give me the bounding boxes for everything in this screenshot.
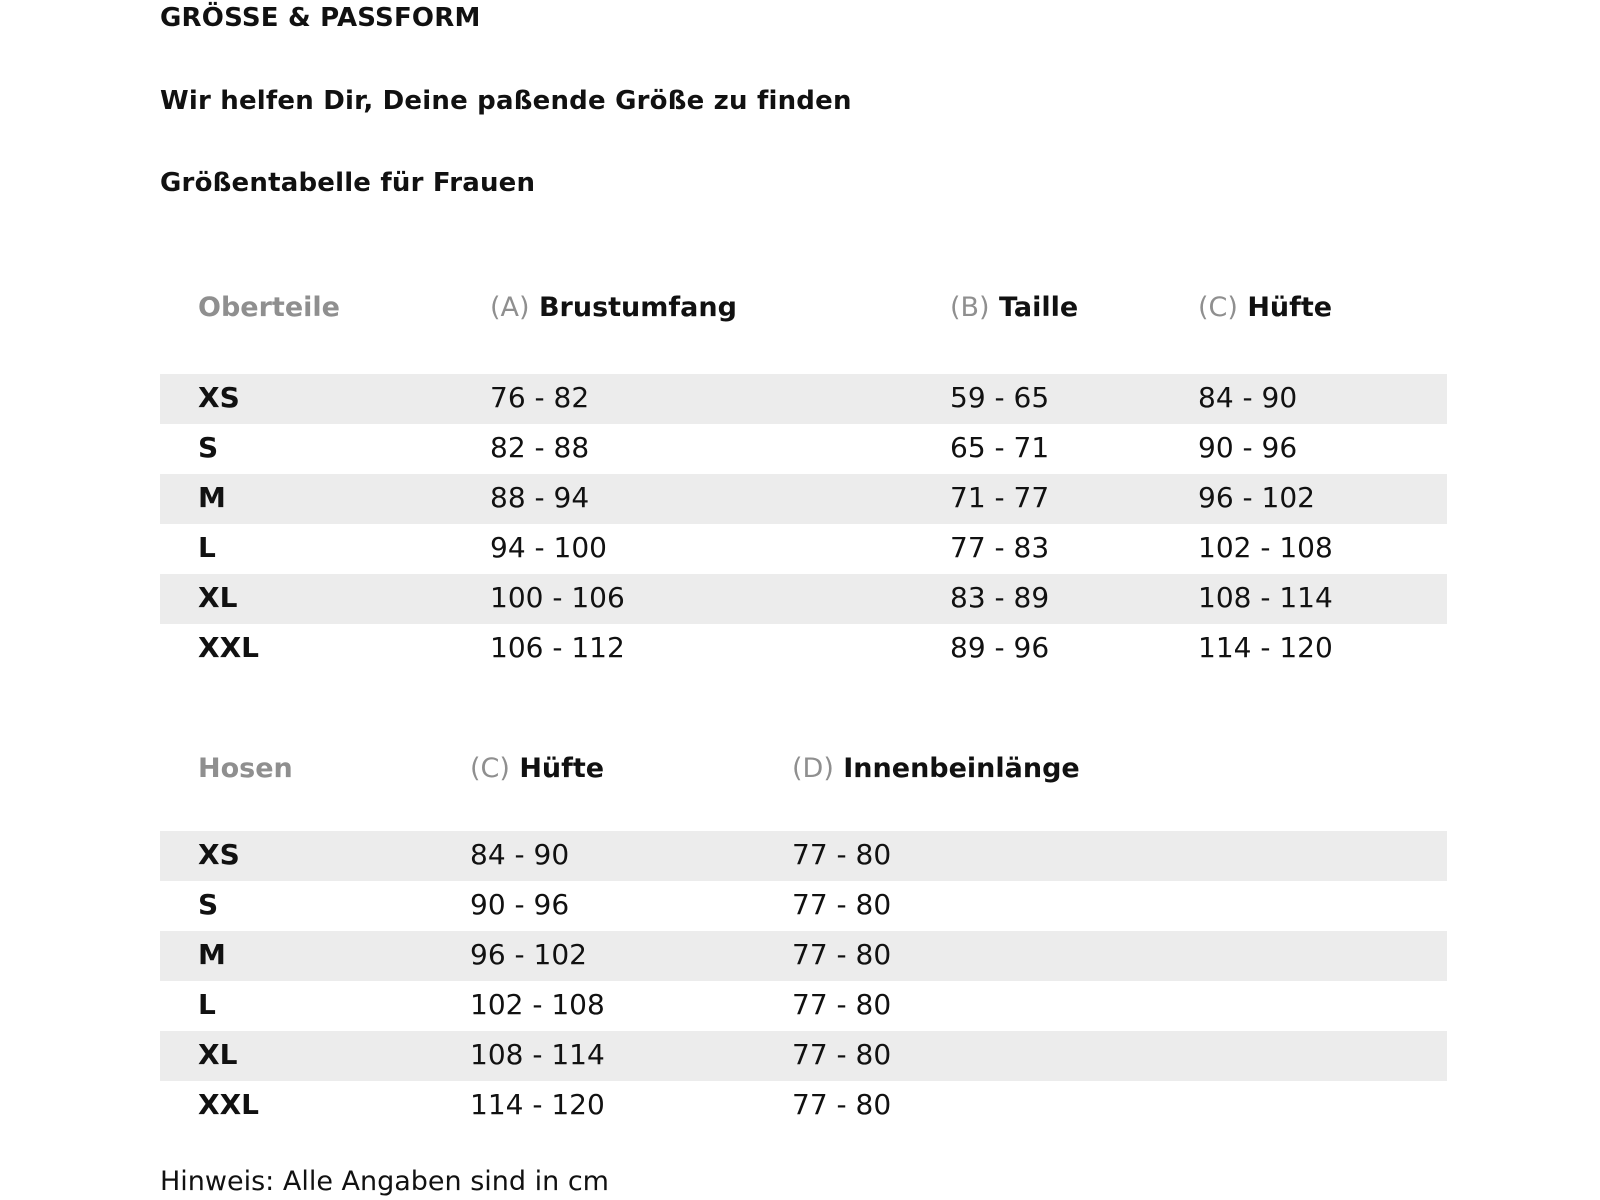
pants-size-table: [160, 753, 1447, 1121]
pants-header-inseam: [792, 753, 1080, 784]
table-title: Größentabelle für Frauen: [160, 168, 536, 198]
hip-cell: 114 - 120: [1198, 631, 1333, 664]
table-row: [160, 881, 1447, 931]
size-cell: M: [198, 938, 226, 971]
table-row: [160, 574, 1447, 624]
size-cell: S: [198, 888, 219, 921]
table-row: [160, 931, 1447, 981]
header-label: Taille: [999, 292, 1079, 323]
table-row: [160, 1081, 1447, 1131]
table-row: [160, 524, 1447, 574]
inseam-cell: 77 - 80: [792, 938, 892, 971]
hip-cell: 114 - 120: [470, 1088, 605, 1121]
inseam-cell: 77 - 80: [792, 888, 892, 921]
size-cell: S: [198, 431, 219, 464]
size-cell: XXL: [198, 1088, 260, 1121]
table-row: [160, 981, 1447, 1031]
section-title: GRÖSSE & PASSFORM: [160, 3, 481, 33]
waist-cell: 65 - 71: [950, 431, 1050, 464]
table-row: [160, 474, 1447, 524]
header-letter: (C): [470, 753, 510, 784]
tops-size-table: [160, 292, 1447, 664]
table-row: [160, 831, 1447, 881]
hip-cell: 102 - 108: [470, 988, 605, 1021]
bust-cell: 106 - 112: [490, 631, 625, 664]
table-row: [160, 1031, 1447, 1081]
size-cell: XS: [198, 381, 240, 414]
bust-cell: 94 - 100: [490, 531, 607, 564]
inseam-cell: 77 - 80: [792, 1088, 892, 1121]
header-letter: (D): [792, 753, 834, 784]
table-row: [160, 624, 1447, 674]
hip-cell: 96 - 102: [1198, 481, 1315, 514]
waist-cell: 89 - 96: [950, 631, 1050, 664]
tops-header-category: Oberteile: [198, 292, 340, 323]
table-row: [160, 424, 1447, 474]
size-cell: L: [198, 531, 216, 564]
hip-cell: 102 - 108: [1198, 531, 1333, 564]
hip-cell: 84 - 90: [470, 838, 570, 871]
header-letter: (C): [1198, 292, 1238, 323]
size-cell: XL: [198, 1038, 238, 1071]
header-label: Brustumfang: [538, 292, 737, 323]
inseam-cell: 77 - 80: [792, 838, 892, 871]
waist-cell: 77 - 83: [950, 531, 1050, 564]
hip-cell: 108 - 114: [470, 1038, 605, 1071]
waist-cell: 71 - 77: [950, 481, 1050, 514]
size-cell: XXL: [198, 631, 260, 664]
inseam-cell: 77 - 80: [792, 988, 892, 1021]
inseam-cell: 77 - 80: [792, 1038, 892, 1071]
hip-cell: 108 - 114: [1198, 581, 1333, 614]
waist-cell: 59 - 65: [950, 381, 1050, 414]
units-note: Hinweis: Alle Angaben sind in cm: [160, 1166, 609, 1197]
table-row: [160, 374, 1447, 424]
hip-cell: 90 - 96: [470, 888, 570, 921]
tops-header-waist: [950, 292, 1078, 323]
size-cell: L: [198, 988, 216, 1021]
tops-header-hip: [1198, 292, 1332, 323]
header-label: Hüfte: [1247, 292, 1333, 323]
waist-cell: 83 - 89: [950, 581, 1050, 614]
bust-cell: 82 - 88: [490, 431, 590, 464]
size-cell: XL: [198, 581, 238, 614]
bust-cell: 100 - 106: [490, 581, 625, 614]
size-cell: XS: [198, 838, 240, 871]
size-cell: M: [198, 481, 226, 514]
pants-header-category: Hosen: [198, 753, 293, 784]
bust-cell: 76 - 82: [490, 381, 590, 414]
hip-cell: 84 - 90: [1198, 381, 1298, 414]
header-label: Hüfte: [519, 753, 605, 784]
tops-header-bust: [490, 292, 737, 323]
header-letter: (A): [490, 292, 530, 323]
header-letter: (B): [950, 292, 990, 323]
help-heading: Wir helfen Dir, Deine paßende Größe zu finden: [160, 86, 852, 116]
pants-header-hip: [470, 753, 604, 784]
hip-cell: 90 - 96: [1198, 431, 1298, 464]
bust-cell: 88 - 94: [490, 481, 590, 514]
hip-cell: 96 - 102: [470, 938, 587, 971]
header-label: Innenbeinlänge: [843, 753, 1080, 784]
